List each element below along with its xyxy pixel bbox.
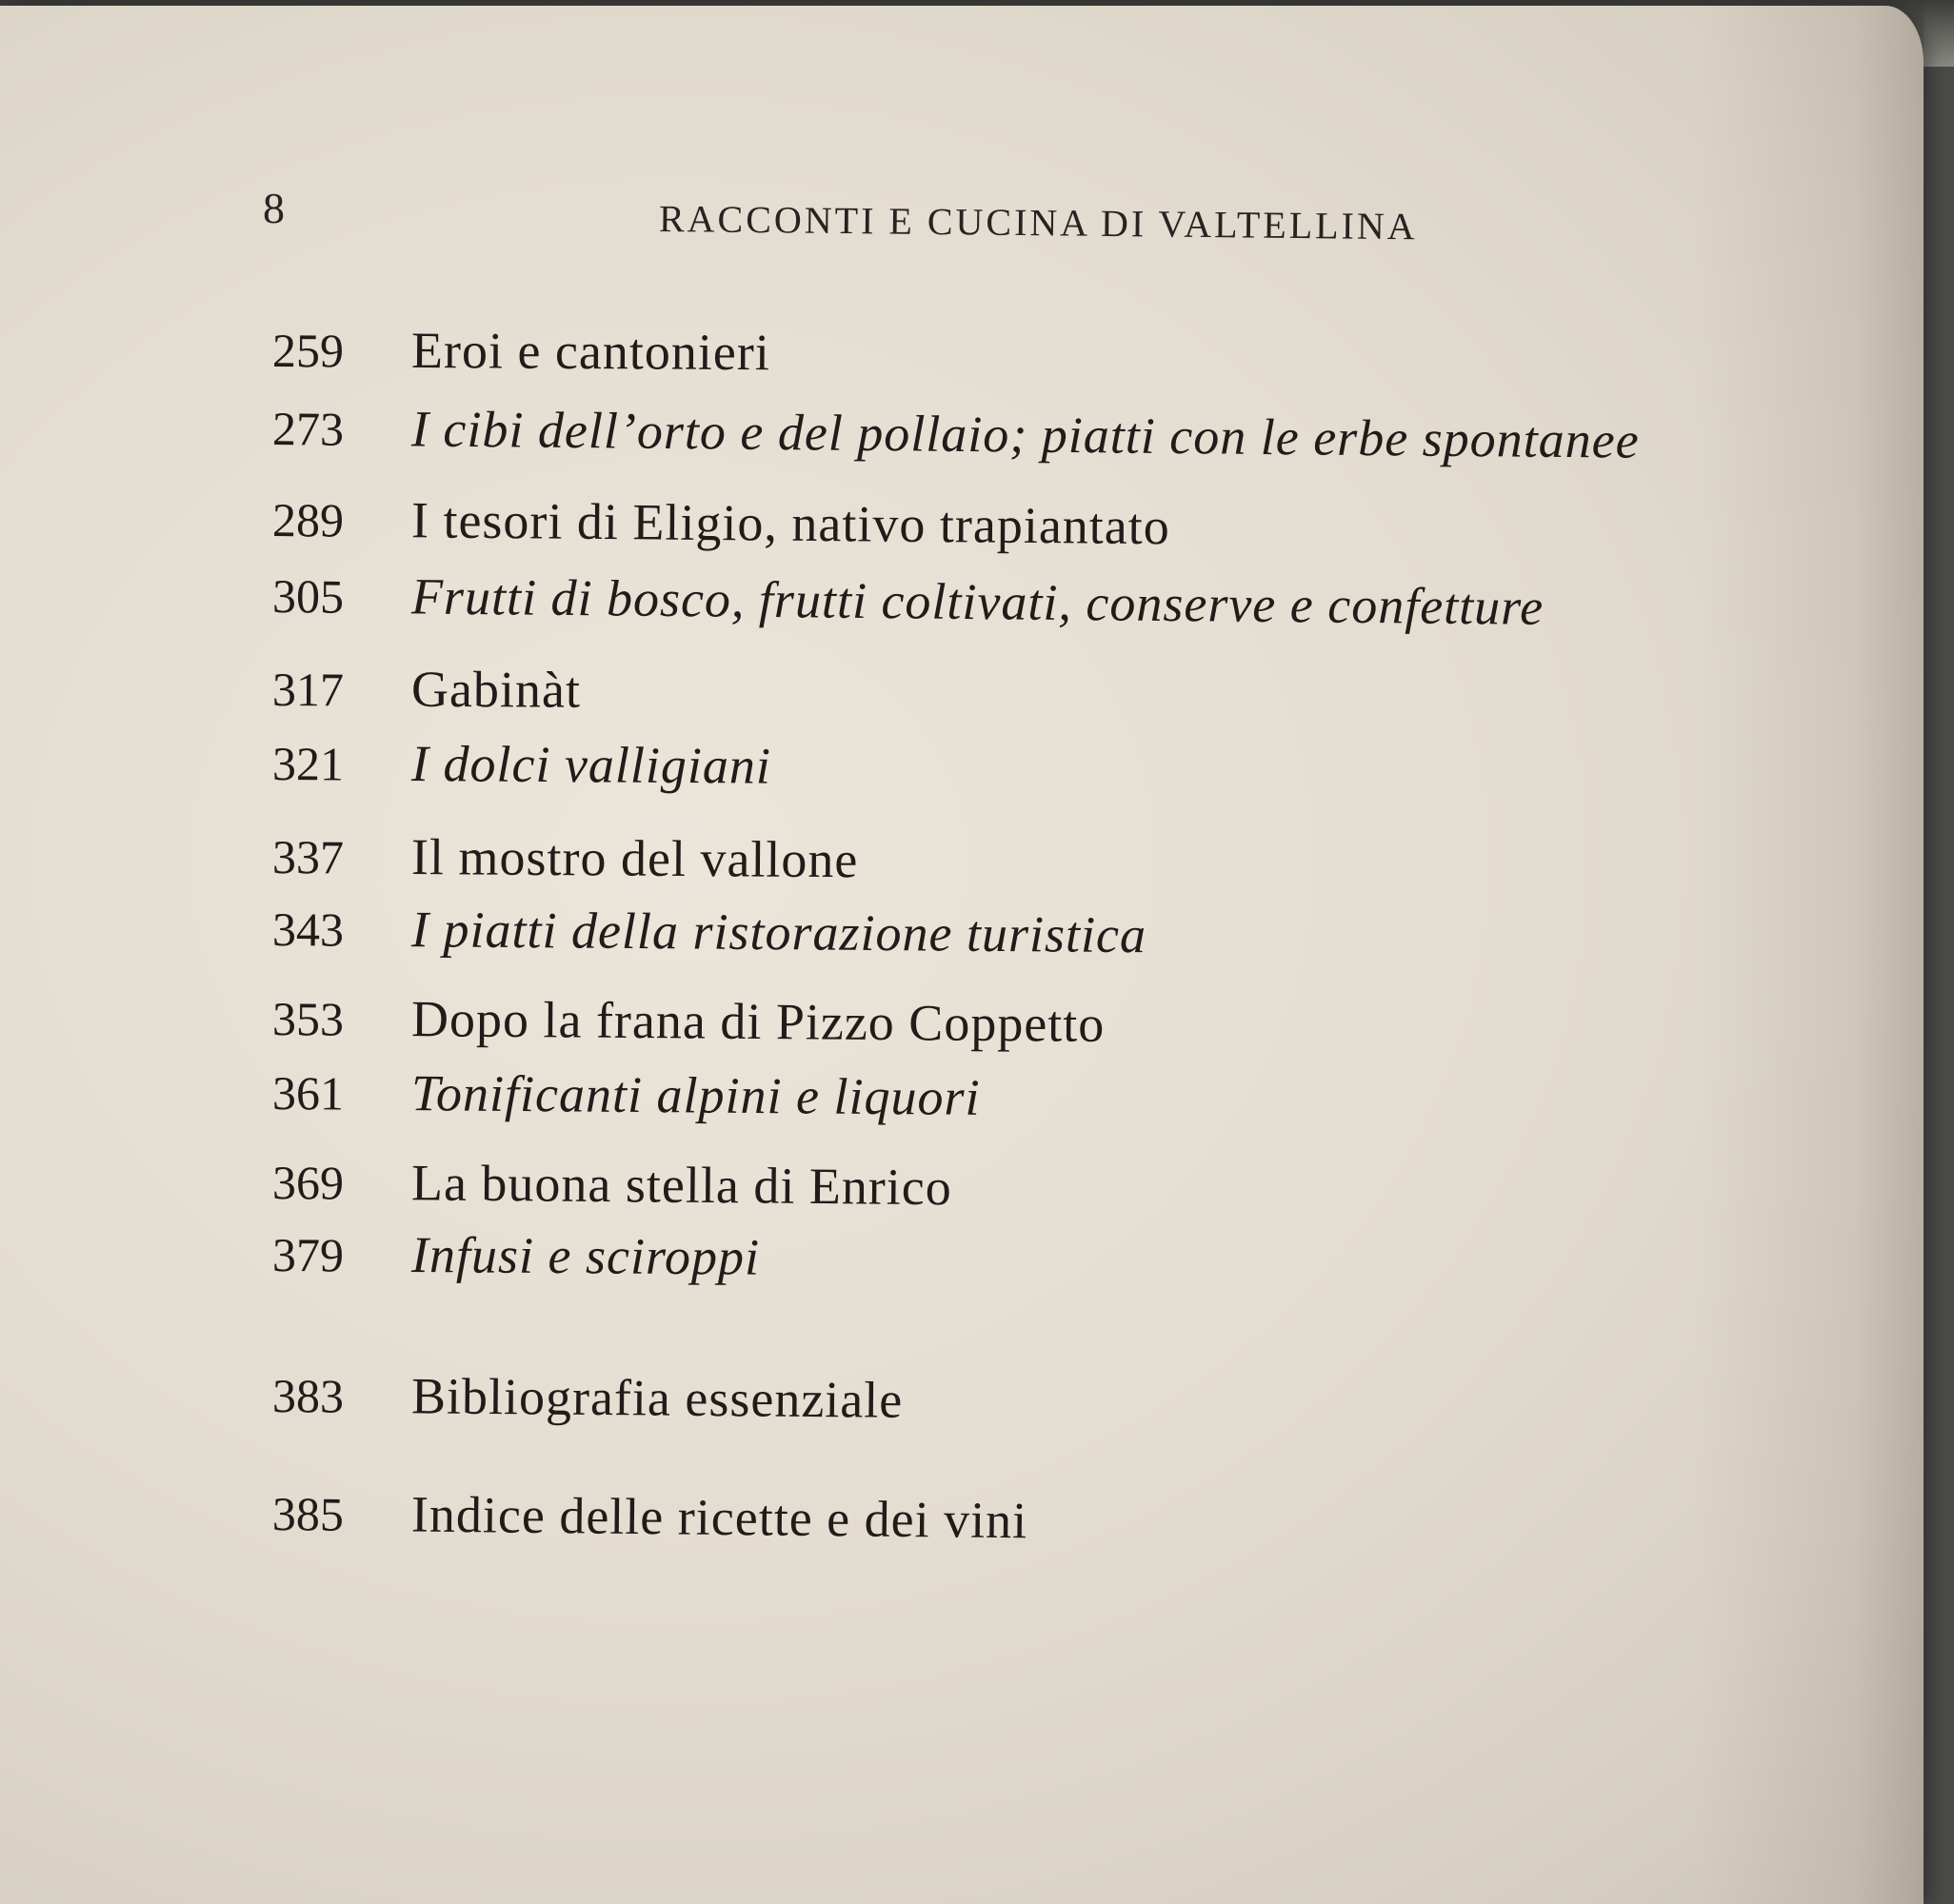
toc-title: I piatti della ristorazione turistica — [410, 901, 1147, 964]
toc-page-number: 273 — [271, 402, 345, 456]
toc-page-number: 385 — [271, 1487, 345, 1541]
toc-entry — [272, 398, 1640, 470]
page-number: 8 — [263, 184, 285, 232]
toc-entry — [272, 489, 1170, 556]
toc-title: Gabinàt — [410, 660, 582, 719]
toc-entry — [272, 988, 1106, 1054]
toc-title: Frutti di bosco, frutti coltivati, conserve e confetture — [410, 567, 1545, 636]
toc-page-number: 259 — [271, 324, 345, 378]
toc-page-number: 369 — [271, 1156, 345, 1210]
toc-entry — [272, 320, 770, 382]
toc-entry — [272, 659, 581, 720]
toc-page-number: 289 — [271, 493, 345, 547]
toc-title: Il mostro del vallone — [410, 828, 859, 889]
toc-title: I cibi dell’orto e del pollaio; piatti con le erbe spontanee — [410, 400, 1640, 469]
toc-entry — [272, 1224, 760, 1287]
toc-page-number: 317 — [271, 663, 345, 717]
toc-title: Eroi e cantonieri — [410, 321, 771, 382]
toc-page-number: 379 — [271, 1228, 345, 1282]
toc-entry — [272, 733, 771, 796]
toc-page-number: 353 — [271, 992, 345, 1046]
toc-entry — [272, 1152, 952, 1217]
toc-title: Infusi e sciroppi — [410, 1226, 761, 1286]
toc-page-number: 305 — [271, 569, 345, 624]
toc-page-number: 361 — [271, 1066, 345, 1121]
toc-entry — [272, 826, 859, 889]
toc-title: I tesori di Eligio, nativo trapiantato — [410, 491, 1171, 556]
toc-title: Dopo la frana di Pizzo Coppetto — [410, 990, 1106, 1053]
toc-entry — [272, 1062, 981, 1127]
running-head: RACCONTI E CUCINA DI VALTELLINA — [658, 197, 1418, 248]
toc-title: Tonificanti alpini e liquori — [410, 1064, 981, 1126]
book-page — [0, 6, 1924, 1904]
toc-entry — [272, 1483, 1028, 1550]
toc-page-number: 343 — [271, 902, 345, 957]
page-gutter-shadow — [1695, 6, 1924, 1904]
toc-page-number: 383 — [271, 1369, 345, 1423]
toc-title: Bibliografia essenziale — [410, 1367, 904, 1429]
toc-entry — [272, 565, 1545, 637]
toc-entry — [272, 899, 1146, 964]
toc-title: I dolci valligiani — [410, 735, 772, 795]
toc-title: La buona stella di Enrico — [410, 1154, 953, 1217]
toc-entry — [272, 1365, 904, 1430]
toc-title: Indice delle ricette e dei vini — [410, 1485, 1028, 1550]
toc-page-number: 321 — [271, 737, 345, 791]
toc-page-number: 337 — [271, 830, 345, 884]
